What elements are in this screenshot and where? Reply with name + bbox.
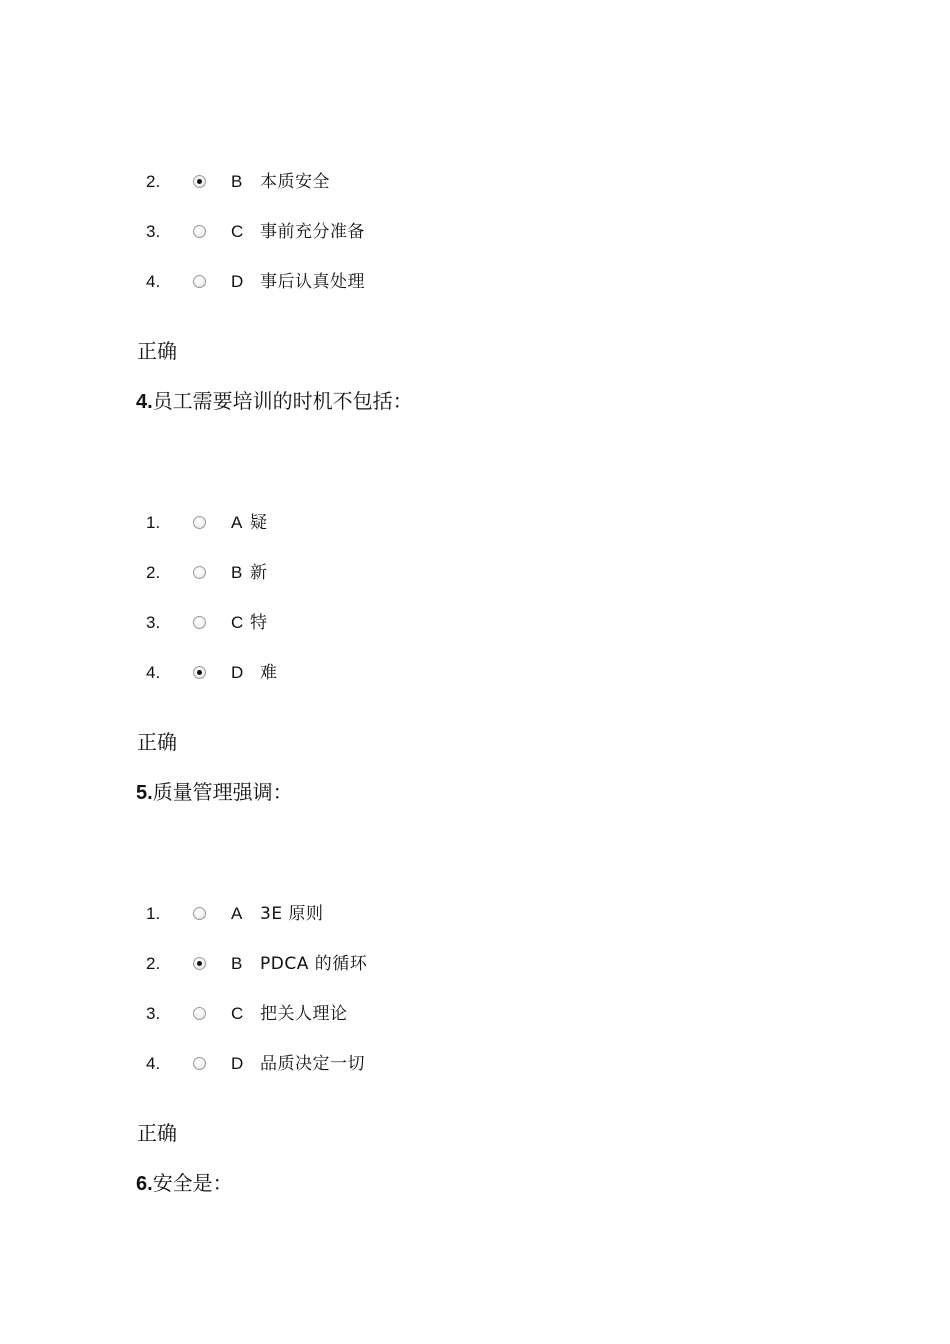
option-number: 2. — [146, 954, 161, 973]
option-letter: B — [231, 172, 243, 191]
option-letter: C — [231, 613, 244, 632]
option-number: 4. — [146, 272, 161, 291]
radio-unchecked-icon[interactable] — [193, 516, 206, 529]
option-number: 3. — [146, 613, 161, 632]
option-number: 2. — [146, 563, 161, 582]
option-text: 特 — [250, 613, 268, 633]
question-5 — [136, 778, 293, 807]
radio-unchecked-icon[interactable] — [193, 1057, 206, 1070]
question-text: 质量管理强调： — [152, 780, 293, 804]
option-text: 3E 原则 — [260, 904, 324, 924]
option-letter: D — [231, 272, 244, 291]
option-d[interactable] — [0, 1052, 700, 1076]
option-letter: D — [231, 663, 244, 682]
option-text: 本质安全 — [260, 172, 330, 192]
radio-unchecked-icon[interactable] — [193, 616, 206, 629]
option-number: 4. — [146, 1054, 161, 1073]
radio-unchecked-icon[interactable] — [193, 907, 206, 920]
question-number: 4. — [136, 391, 153, 413]
radio-unchecked-icon[interactable] — [193, 566, 206, 579]
question-number: 5. — [136, 782, 153, 804]
radio-checked-icon[interactable] — [193, 175, 206, 188]
option-number: 3. — [146, 1004, 161, 1023]
radio-unchecked-icon[interactable] — [193, 275, 206, 288]
option-text: 把关人理论 — [260, 1004, 348, 1024]
option-number: 4. — [146, 663, 161, 682]
option-text: PDCA 的循环 — [260, 954, 368, 974]
option-letter: A — [231, 904, 243, 923]
option-b[interactable] — [0, 170, 700, 194]
option-c[interactable] — [0, 1002, 700, 1026]
option-letter: C — [231, 222, 244, 241]
option-letter: C — [231, 1004, 244, 1023]
question-number: 6. — [136, 1173, 153, 1195]
option-d[interactable] — [0, 270, 700, 294]
option-number: 1. — [146, 513, 161, 532]
option-d[interactable] — [0, 661, 700, 685]
option-text: 新 — [250, 563, 268, 583]
question-text: 员工需要培训的时机不包括： — [152, 389, 413, 413]
option-number: 1. — [146, 904, 161, 923]
question-text: 安全是： — [152, 1171, 233, 1195]
radio-unchecked-icon[interactable] — [193, 1007, 206, 1020]
option-b[interactable] — [0, 561, 700, 585]
option-c[interactable] — [0, 611, 700, 635]
option-number: 3. — [146, 222, 161, 241]
option-text: 难 — [260, 663, 278, 683]
option-letter: B — [231, 954, 243, 973]
option-text: 疑 — [250, 513, 268, 533]
option-a[interactable] — [0, 511, 700, 535]
option-number: 2. — [146, 172, 161, 191]
option-text: 事前充分准备 — [260, 222, 365, 242]
answer-status: 正确 — [137, 730, 177, 754]
answer-status: 正确 — [137, 339, 177, 363]
question-4 — [136, 387, 413, 416]
question-6 — [136, 1169, 233, 1198]
radio-unchecked-icon[interactable] — [193, 225, 206, 238]
option-b[interactable] — [0, 952, 700, 976]
option-letter: A — [231, 513, 243, 532]
answer-status: 正确 — [137, 1121, 177, 1145]
option-text: 事后认真处理 — [260, 272, 365, 292]
radio-checked-icon[interactable] — [193, 666, 206, 679]
option-text: 品质决定一切 — [260, 1054, 365, 1074]
radio-checked-icon[interactable] — [193, 957, 206, 970]
option-c[interactable] — [0, 220, 700, 244]
option-letter: B — [231, 563, 243, 582]
option-a[interactable] — [0, 902, 700, 926]
option-letter: D — [231, 1054, 244, 1073]
